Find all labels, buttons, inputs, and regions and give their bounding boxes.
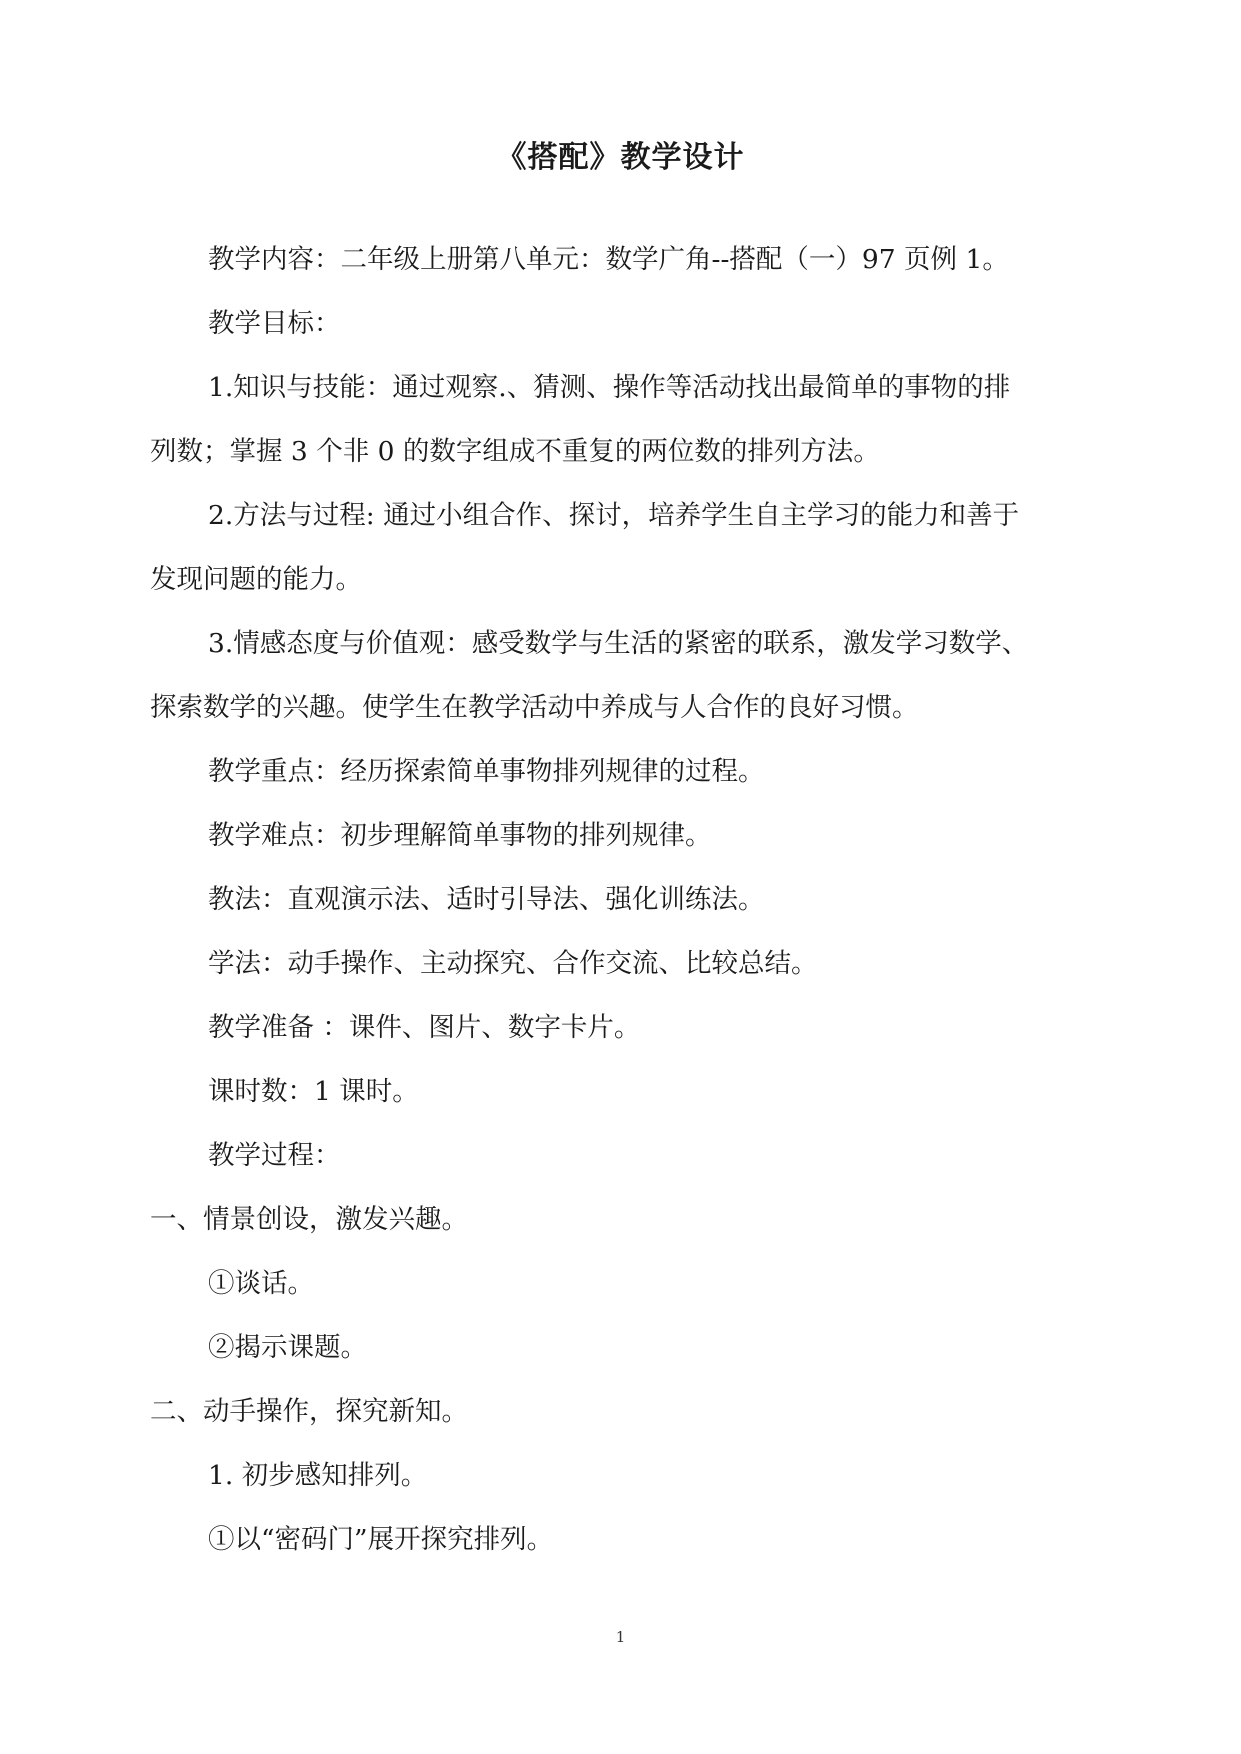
paragraph-line: 课时数：1 课时。 [208, 1076, 419, 1107]
paragraph-line: ①谈话。 [208, 1268, 314, 1299]
paragraph-line: ①以“密码门”展开探究排列。 [208, 1524, 554, 1555]
section-heading: 一、情景创设，激发兴趣。 [150, 1204, 468, 1235]
document-body [150, 228, 1110, 1572]
paragraph-line: 教法：直观演示法、适时引导法、强化训练法。 [208, 884, 765, 915]
paragraph-line: 发现问题的能力。 [150, 564, 362, 595]
paragraph-line: 学法：动手操作、主动探究、合作交流、比较总结。 [208, 948, 818, 979]
page-number: 1 [615, 1628, 626, 1646]
paragraph-line: 教学难点：初步理解简单事物的排列规律。 [208, 820, 712, 851]
paragraph-line: 2.方法与过程: 通过小组合作、探讨，培养学生自主学习的能力和善于 [208, 500, 1020, 531]
paragraph-line: 1.知识与技能：通过观察.、猜测、操作等活动找出最简单的事物的排 [208, 372, 1011, 403]
paragraph-line: 3.情感态度与价值观：感受数学与生活的紧密的联系，激发学习数学、 [208, 628, 1029, 659]
section-heading: 二、动手操作，探究新知。 [150, 1396, 468, 1427]
paragraph-line: 列数；掌握 3 个非 0 的数字组成不重复的两位数的排列方法。 [150, 436, 880, 467]
paragraph-line: 探索数学的兴趣。使学生在教学活动中养成与人合作的良好习惯。 [150, 692, 919, 723]
paragraph-line: 教学重点：经历探索简单事物排列规律的过程。 [208, 756, 765, 787]
paragraph-line: 教学目标： [208, 308, 341, 339]
document-title: 《搭配》教学设计 [496, 140, 745, 175]
paragraph-line: ②揭示课题。 [208, 1332, 367, 1363]
paragraph-line: 教学内容：二年级上册第八单元：数学广角--搭配（一）97 页例 1。 [208, 244, 1009, 275]
paragraph-line: 教学准备 ：课件、图片、数字卡片。 [208, 1012, 641, 1043]
paragraph-line: 教学过程： [208, 1140, 341, 1171]
paragraph-line: 1. 初步感知排列。 [208, 1460, 428, 1491]
